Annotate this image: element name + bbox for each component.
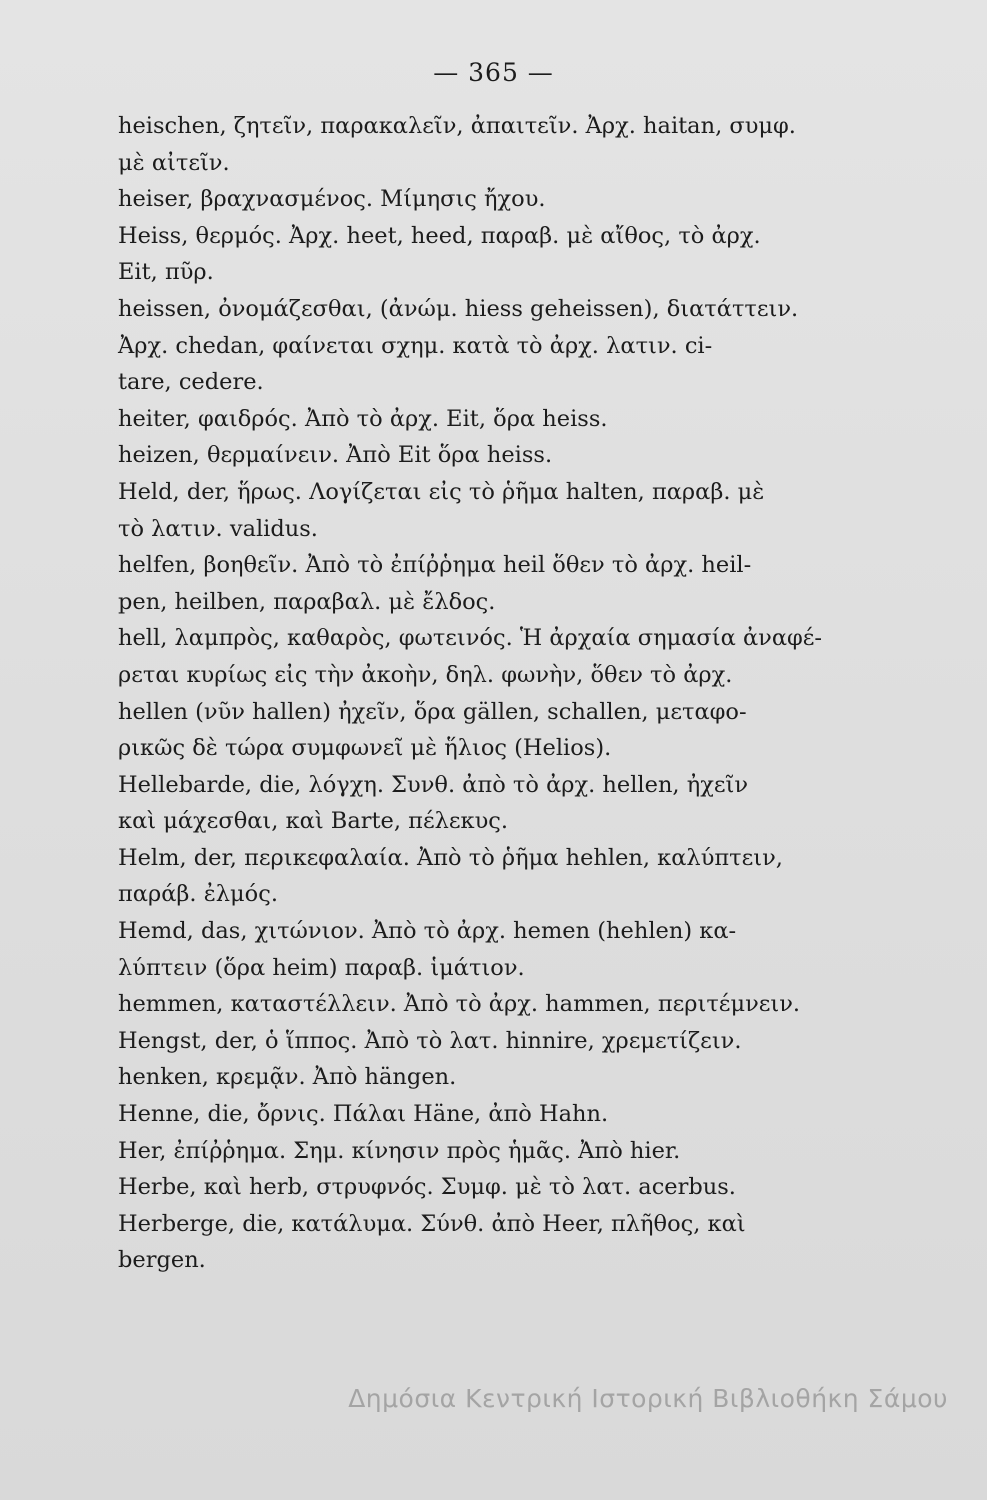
- text-line: heissen, ὀνομάζεσθαι, (ἀνώμ. hiess geheissen), διατάττειν.: [118, 295, 799, 322]
- text-line: μὲ αἰτεῖν.: [118, 149, 230, 176]
- text-line: Eit, πῦρ.: [118, 259, 214, 286]
- text-line: bergen.: [118, 1247, 206, 1274]
- text-line: ρεται κυρίως εἰς τὴν ἀκοὴν, δηλ. φωνὴν, ὅθεν τὸ ἀρχ.: [118, 661, 733, 688]
- text-line: pen, heilben, παραβαλ. μὲ ἔλδος.: [118, 588, 496, 615]
- text-line: hellen (νῦν hallen) ἠχεῖν, ὅρα gällen, schallen, μεταφο-: [118, 698, 747, 725]
- text-line: Henne, die, ὄρνις. Πάλαι Häne, ἀπὸ Hahn.: [118, 1101, 609, 1128]
- text-line: Herbe, καὶ herb, στρυφνός. Συμφ. μὲ τὸ λατ. acerbus.: [118, 1174, 736, 1201]
- text-line: henken, κρεμᾷν. Ἀπὸ hängen.: [118, 1064, 457, 1091]
- text-line: Hellebarde, die, λόγχη. Συνθ. ἀπὸ τὸ ἀρχ. hellen, ἠχεῖν: [118, 771, 749, 798]
- text-line: heiter, φαιδρός. Ἀπὸ τὸ ἀρχ. Eit, ὅρα heiss.: [118, 405, 608, 432]
- text-line: Held, der, ἥρως. Λογίζεται εἰς τὸ ῥῆμα halten, παραβ. μὲ: [118, 478, 765, 505]
- text-line: heischen, ζητεῖν, παρακαλεῖν, ἀπαιτεῖν. Ἀρχ. haitan, συμφ.: [118, 113, 796, 139]
- text-line: λύπτειν (ὅρα heim) παραβ. ἱμάτιον.: [118, 954, 525, 981]
- text-line: hell, λαμπρὸς, καθαρὸς, φωτεινός. Ἡ ἀρχαία σημασία ἀναφέ-: [118, 625, 823, 652]
- text-line: heiser, βραχνασμένος. Μίμησις ἤχου.: [118, 186, 546, 213]
- text-line: ρικῶς δὲ τώρα συμφωνεῖ μὲ ἥλιος (Helios).: [118, 735, 612, 762]
- text-line: Her, ἐπίῤῥημα. Σημ. κίνησιν πρὸς ἡμᾶς. Ἀπὸ hier.: [118, 1137, 681, 1164]
- text-line: Hengst, der, ὁ ἵππος. Ἀπὸ τὸ λατ. hinnire, χρεμετίζειν.: [118, 1027, 742, 1054]
- text-line: Herberge, die, κατάλυμα. Σύνθ. ἀπὸ Heer, πλῆθος, καὶ: [118, 1210, 746, 1237]
- dictionary-entries: [118, 108, 838, 1279]
- text-line: helfen, βοηθεῖν. Ἀπὸ τὸ ἐπίῤῥημα heil ὅθεν τὸ ἀρχ. heil-: [118, 552, 752, 579]
- text-line: καὶ μάχεσθαι, καὶ Barte, πέλεκυς.: [118, 808, 509, 835]
- text-line: Hemd, das, χιτώνιον. Ἀπὸ τὸ ἀρχ. hemen (hehlen) κα-: [118, 918, 737, 945]
- text-line: Ἀρχ. chedan, φαίνεται σχημ. κατὰ τὸ ἀρχ. λατιν. ci-: [118, 332, 713, 359]
- library-watermark: Δημόσια Κεντρική Ιστορική Βιβλιοθήκη Σάμου: [348, 1384, 948, 1413]
- text-line: τὸ λατιν. validus.: [118, 515, 318, 542]
- text-line: Helm, der, περικεφαλαία. Ἀπὸ τὸ ῥῆμα hehlen, καλύπτειν,: [118, 844, 783, 871]
- text-line: heizen, θερμαίνειν. Ἀπὸ Eit ὅρα heiss.: [118, 442, 553, 469]
- text-line: Heiss, θερμός. Ἀρχ. heet, heed, παραβ. μὲ αἴθος, τὸ ἀρχ.: [118, 222, 761, 249]
- text-line: hemmen, καταστέλλειν. Ἀπὸ τὸ ἀρχ. hammen, περιτέμνειν.: [118, 991, 801, 1018]
- text-line: παράβ. ἐλμός.: [118, 881, 278, 908]
- text-line: tare, cedere.: [118, 369, 264, 396]
- page-number: — 365 —: [433, 58, 554, 87]
